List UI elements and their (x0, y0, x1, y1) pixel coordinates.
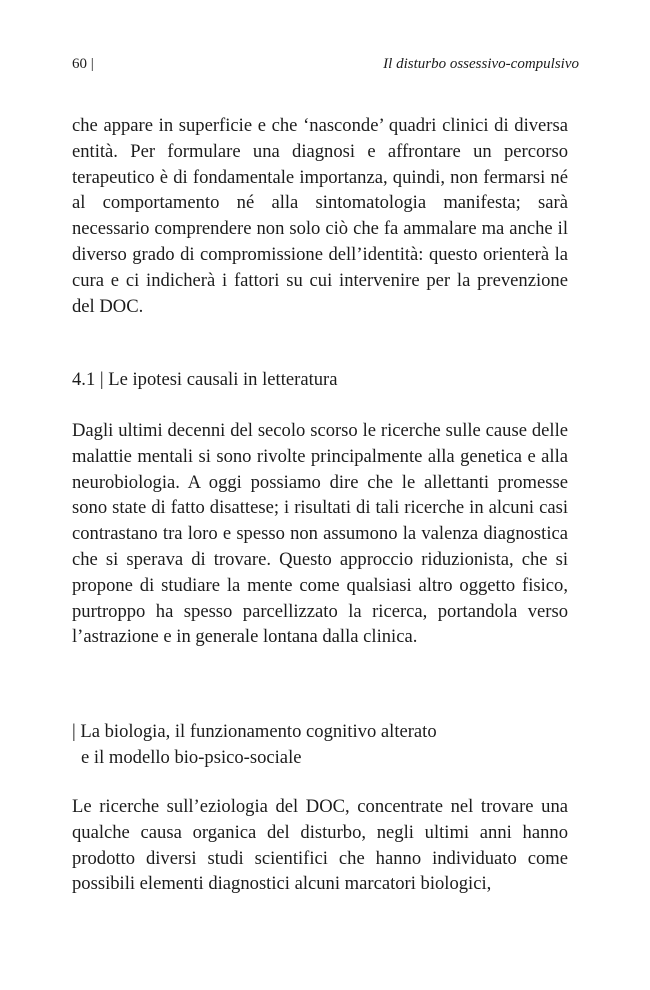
running-header (72, 56, 579, 76)
subsection-heading (72, 719, 437, 770)
paragraph-intro-continuation: che appare in superficie e che ‘nasconde’ quadri clinici di diversa entità. Per formulare una diagnosi e affrontare un percorso terapeutico è di fondamentale importanza, quindi, non fermarsi né al comportamento né alla sintomatologia manifesta; sarà necessario comprendere non solo ciò che fa ammalare ma anche il diverso grado di compromissione dell’identità: questo orienterà la cura e ci indicherà i fattori su cui intervenire per la prevenzione del DOC. (72, 115, 568, 317)
subsection-heading-line-2: e il modello bio-psico-sociale (81, 746, 302, 768)
running-title: Il disturbo ossessivo-compulsivo (383, 56, 579, 72)
body-text-block-2 (72, 418, 568, 650)
body-text-block-3 (72, 794, 568, 897)
paragraph-etiology: Le ricerche sull’eziologia del DOC, concentrate nel trovare una qualche causa organica del disturbo, negli ultimi anni hanno prodotto diversi studi scientifici che hanno individuato come possibili elementi diagnostici alcuni marcatori biologici, (72, 796, 568, 895)
page-number: 60 | (72, 56, 94, 72)
subsection-heading-line-1: | La biologia, il funzionamento cognitivo alterato (72, 721, 437, 742)
section-heading: 4.1 | Le ipotesi causali in letteratura (72, 369, 338, 390)
paragraph-causal-hypotheses: Dagli ultimi decenni del secolo scorso le ricerche sulle cause delle malattie mentali si sono rivolte principalmente alla genetica e alla neurobiologia. A oggi possiamo dire che le allettanti promesse sono state di fatto disattese; i risultati di tali ricerche in alcuni casi contrastano tra loro e spesso non assumono la valenza diagnostica che si sperava di trovare. Questo approccio riduzionista, che si propone di studiare la mente come qualsiasi altro oggetto fisico, purtroppo ha spesso parcellizzato la ricerca, portandola verso l’astrazione e in generale lontana dalla clinica. (72, 420, 568, 648)
body-text-block-1 (72, 113, 568, 319)
